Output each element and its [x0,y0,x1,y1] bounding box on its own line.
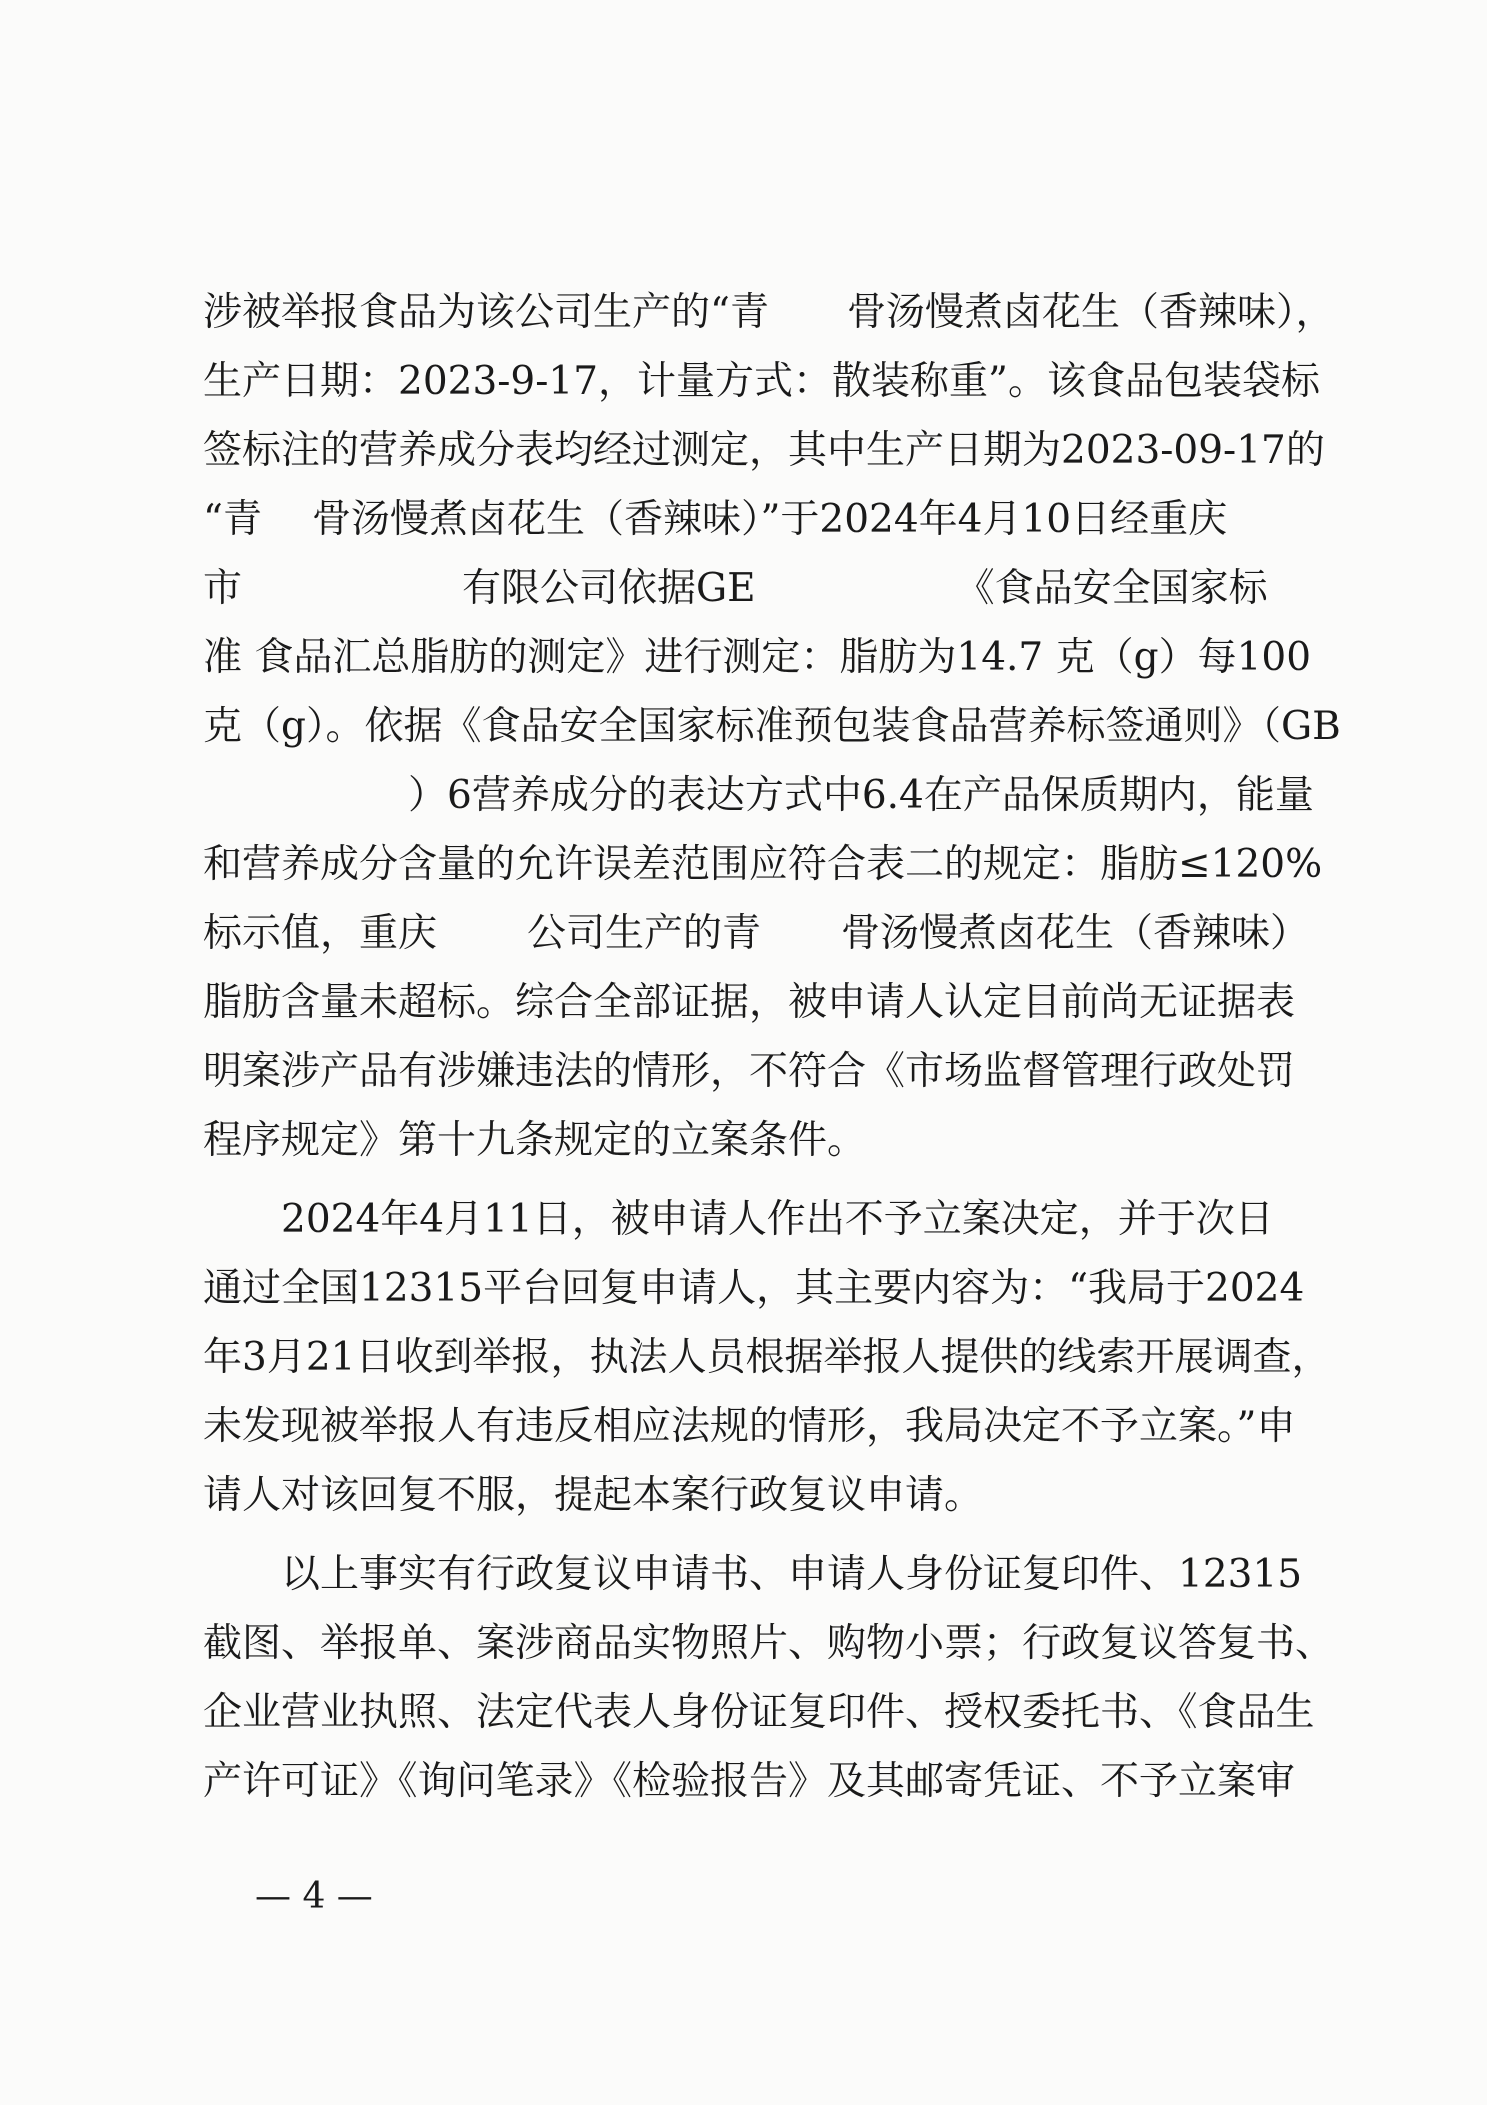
paragraph-line: 和营养成分含量的允许误差范围应符合表二的规定：脂肪≤120% [203,842,1323,887]
paragraph-line: 年3月21日收到举报，执法人员根据举报人提供的线索开展调查， [203,1335,1331,1380]
text-span: “青 [203,497,262,542]
paragraph-line: 产许可证》《询问笔录》《检验报告》及其邮寄凭证、不予立案审 [203,1759,1296,1804]
text-span: 《食品安全国家标 [955,566,1268,611]
paragraph-line: 未发现被举报人有违反相应法规的情形，我局决定不予立案。”申 [203,1404,1296,1449]
text-span: 公司生产的青 [527,911,762,956]
paragraph-line: 请人对该回复不服，提起本案行政复议申请。 [203,1473,984,1518]
paragraph-line: 通过全国12315平台回复申请人，其主要内容为：“我局于2024 [203,1266,1305,1311]
redaction [756,572,956,611]
paragraph-line [203,490,1227,550]
text-span: 标示值，重庆 [203,911,438,956]
text-span: 市 [203,566,243,611]
paragraph-line [203,559,1268,619]
redaction [761,917,841,956]
redaction [242,572,462,611]
text-span: 骨汤慢煮卤花生（香辣味）”于2024年4月10日经重庆 [311,497,1228,542]
text-span: 有限公司依据GE [462,566,756,611]
paragraph-line: 准 食品汇总脂肪的测定》进行测定：脂肪为14.7 克（g）每100 [203,635,1312,680]
paragraph-line: 脂肪含量未超标。综合全部证据，被申请人认定目前尚无证据表 [203,980,1296,1025]
paragraph-line: 明案涉产品有涉嫌违法的情形，不符合《市场监督管理行政处罚 [203,1049,1296,1094]
redaction [437,917,527,956]
paragraph-line [203,904,1309,964]
paragraph-line: 2024年4月11日，被申请人作出不予立案决定，并于次日 [281,1197,1274,1242]
paragraph-line [203,283,1334,343]
redaction [262,503,312,542]
paragraph-line: ）6营养成分的表达方式中6.4在产品保质期内，能量 [408,773,1314,818]
paragraph-line: 截图、举报单、案涉商品实物照片、购物小票；行政复议答复书、 [203,1621,1335,1666]
redaction [769,296,847,335]
paragraph-line: 以上事实有行政复议申请书、申请人身份证复印件、12315 [281,1552,1303,1597]
paragraph-line: 企业营业执照、法定代表人身份证复印件、授权委托书、《食品生 [203,1690,1315,1735]
paragraph-line: 克（g）。依据《食品安全国家标准预包装食品营养标签通则》（GB [203,704,1341,749]
paragraph-line: 签标注的营养成分表均经过测定，其中生产日期为2023-09-17的 [203,428,1325,473]
page-number: — 4 — [255,1876,373,1917]
text-span: 涉被举报食品为该公司生产的“青 [203,290,769,335]
text-span: 骨汤慢煮卤花生（香辣味） [841,911,1310,956]
text-span: 骨汤慢煮卤花生（香辣味）， [846,290,1335,335]
paragraph-line: 程序规定》第十九条规定的立案条件。 [203,1118,867,1163]
paragraph-line: 生产日期：2023-9-17，计量方式：散装称重”。该食品包装袋标 [203,359,1320,404]
